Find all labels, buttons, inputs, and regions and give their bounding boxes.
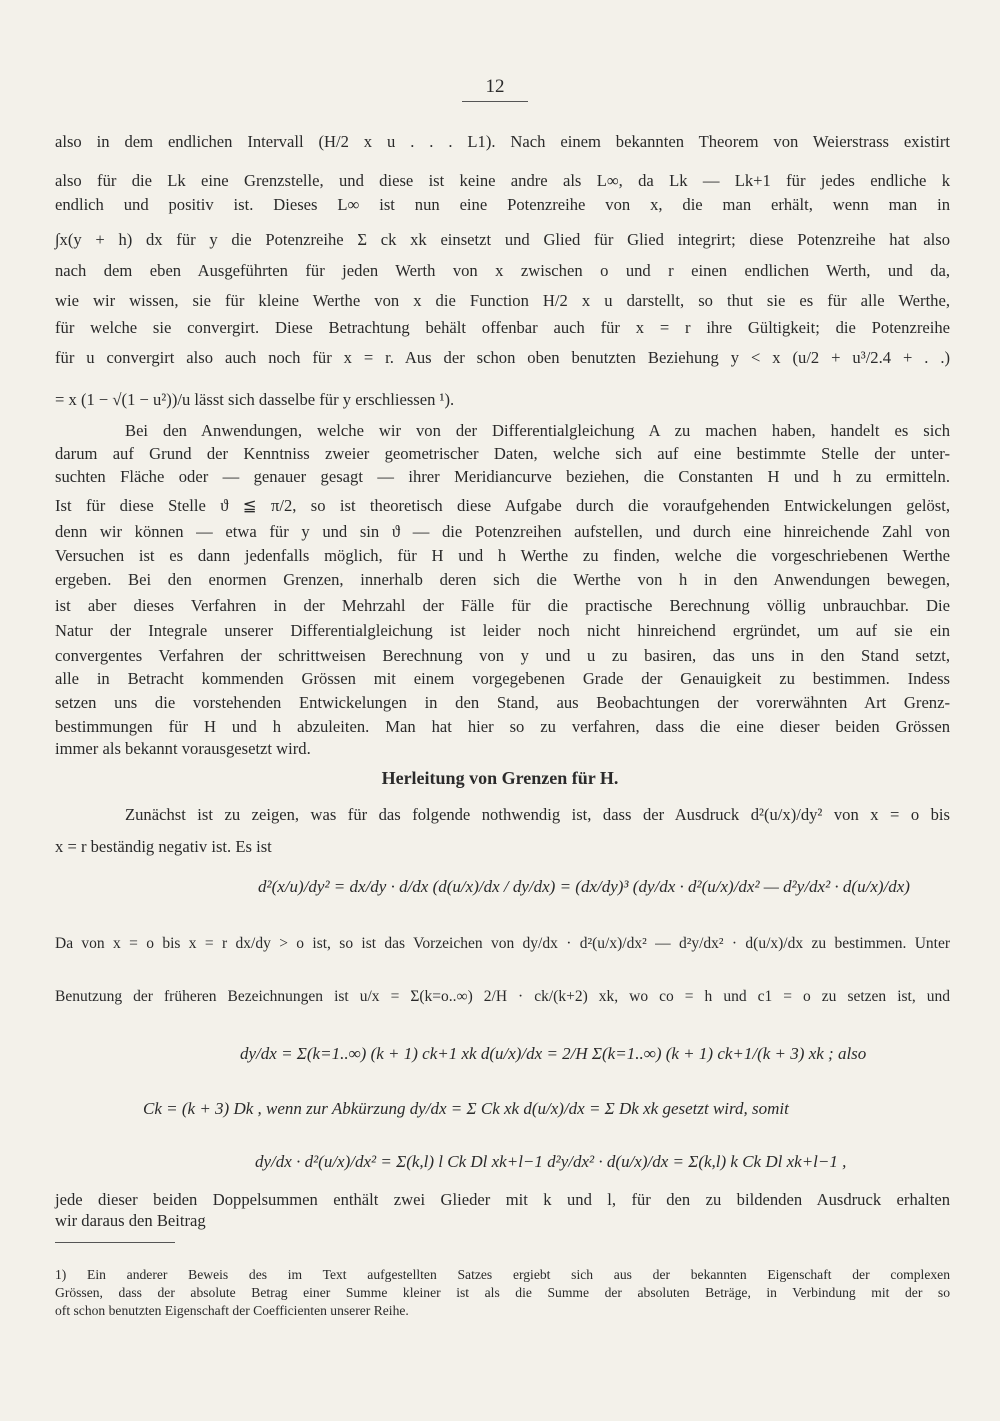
text-line: nach dem eben Ausgeführten für jeden Werth von x zwischen o und r einen endlichen Werth, und da, [55, 261, 950, 280]
text-line: Natur der Integrale unserer Differentialgleichung ist leider noch nicht hinreichend ergründet, um auf sie ein [55, 621, 950, 640]
text-line: Da von x = o bis x = r dx/dy > o ist, so ist das Vorzeichen von dy/dx · d²(u/x)/dx² — d²y/dx² · d(u/x)/dx zu bestimmen. Unter [55, 935, 950, 952]
text-line: suchten Fläche oder — genauer gesagt — ihrer Meridiancurve beziehen, die Constanten H und h zu ermitteln. [55, 467, 950, 486]
text-line: darum auf Grund der Kenntniss zweier geometrischer Daten, welche sich auf eine bestimmte Stelle der unter- [55, 444, 950, 463]
text-line: x = r beständig negativ ist. Es ist [55, 837, 272, 856]
section-heading: Herleitung von Grenzen für H. [381, 768, 619, 788]
equation: dy/dx · d²(u/x)/dx² = Σ(k,l) l Ck Dl xk+l−1 d²y/dx² · d(u/x)/dx = Σ(k,l) k Ck Dl xk+l−1 , [255, 1152, 847, 1171]
text-line: also für die Lk eine Grenzstelle, und diese ist keine andre als L∞, da Lk — Lk+1 für jedes endliche k [55, 171, 950, 190]
footnote-rule [55, 1242, 175, 1243]
text-line: ist aber dieses Verfahren in der Mehrzahl der Fälle für die practische Berechnung völlig unbrauchbar. Die [55, 596, 950, 615]
text-line: setzen uns die vorstehenden Entwickelungen in den Stand, aus Beobachtungen der vorerwähnten Art Grenz- [55, 693, 950, 712]
paragraph-first-line: Bei den Anwendungen, welche wir von der Differentialgleichung A zu machen haben, handelt es sich [125, 421, 950, 440]
page-number: 12 [462, 76, 528, 102]
footnote-line: Grössen, dass der absolute Betrag einer Summe kleiner ist als die Summe der absoluten Beträge, in Verbindung mit der so [55, 1285, 950, 1300]
equation: Ck = (k + 3) Dk , wenn zur Abkürzung dy/dx = Σ Ck xk d(u/x)/dx = Σ Dk xk gesetzt wird, somit [143, 1099, 789, 1118]
text-line: für u convergirt also auch noch für x = r. Aus der schon oben benutzten Beziehung y < x (u/2 + u³/2.4 + . .) [55, 348, 950, 367]
text-line: alle in Betracht kommenden Grössen mit einem vorgegebenen Grade der Genauigkeit zu bestimmen. Indess [55, 669, 950, 688]
text-line: Benutzung der früheren Bezeichnungen ist u/x = Σ(k=o..∞) 2/H · ck/(k+2) xk, wo co = h und c1 = o zu setzen ist, und [55, 988, 950, 1005]
text-line: für welche sie convergirt. Diese Betrachtung behält offenbar auch für x = r ihre Gültigkeit; die Potenzreihe [55, 318, 950, 337]
footnote-line: 1) Ein anderer Beweis des im Text aufgestellten Satzes ergiebt sich aus der bekannten Eigenschaft der complexen [55, 1267, 950, 1282]
text-line: ergeben. Bei den enormen Grenzen, innerhalb deren sich die Werthe von h in den Anwendungen bewegen, [55, 570, 950, 589]
text-line: wie wir wissen, sie für kleine Werthe von x die Function H/2 x u darstellt, so thut sie es für alle Werthe, [55, 291, 950, 310]
text-line: wir daraus den Beitrag [55, 1211, 206, 1230]
text-line: bestimmungen für H und h abzuleiten. Man hat hier so zu verfahren, dass die eine dieser beiden Grössen [55, 717, 950, 736]
text-line: Versuchen ist es dann jedenfalls möglich, für H und h Werthe zu finden, welche die vorgeschriebenen Werthe [55, 546, 950, 565]
text-line: also in dem endlichen Intervall (H/2 x u . . . L1). Nach einem bekannten Theorem von Weierstrass existirt [55, 132, 950, 151]
text-line: = x (1 − √(1 − u²))/u lässt sich dasselbe für y erschliessen ¹). [55, 390, 455, 409]
text-line: jede dieser beiden Doppelsummen enthält zwei Glieder mit k und l, für den zu bildenden Ausdruck erhalten [55, 1190, 950, 1209]
text-line: endlich und positiv ist. Dieses L∞ ist nun eine Potenzreihe von x, die man erhält, wenn man in [55, 195, 950, 214]
text-line: immer als bekannt vorausgesetzt wird. [55, 739, 311, 758]
text-line: Zunächst ist zu zeigen, was für das folgende nothwendig ist, dass der Ausdruck d²(u/x)/dy² von x = o bis [125, 805, 950, 824]
equation: d²(x/u)/dy² = dx/dy · d/dx (d(u/x)/dx / dy/dx) = (dx/dy)³ (dy/dx · d²(u/x)/dx² — d²y/dx² · d(u/x)/dx) [258, 877, 910, 896]
text-line: Ist für diese Stelle ϑ ≦ π/2, so ist theoretisch diese Aufgabe durch die voraufgehenden Entwickelungen gelöst, [55, 496, 950, 515]
text-line: ∫x(y + h) dx für y die Potenzreihe Σ ck xk einsetzt und Glied für Glied integrirt; diese Potenzreihe hat also [55, 230, 950, 249]
text-line: denn wir können — etwa für y und sin ϑ — die Potenzreihen aufstellen, und durch eine hinreichende Zahl von [55, 522, 950, 541]
footnote-line: oft schon benutzten Eigenschaft der Coefficienten unserer Reihe. [55, 1303, 409, 1318]
text-line: convergentes Verfahren der schrittweisen Berechnung von y und u zu basiren, das uns in den Stand setzt, [55, 646, 950, 665]
equation: dy/dx = Σ(k=1..∞) (k + 1) ck+1 xk d(u/x)/dx = 2/H Σ(k=1..∞) (k + 1) ck+1/(k + 3) xk ; also [240, 1044, 867, 1063]
